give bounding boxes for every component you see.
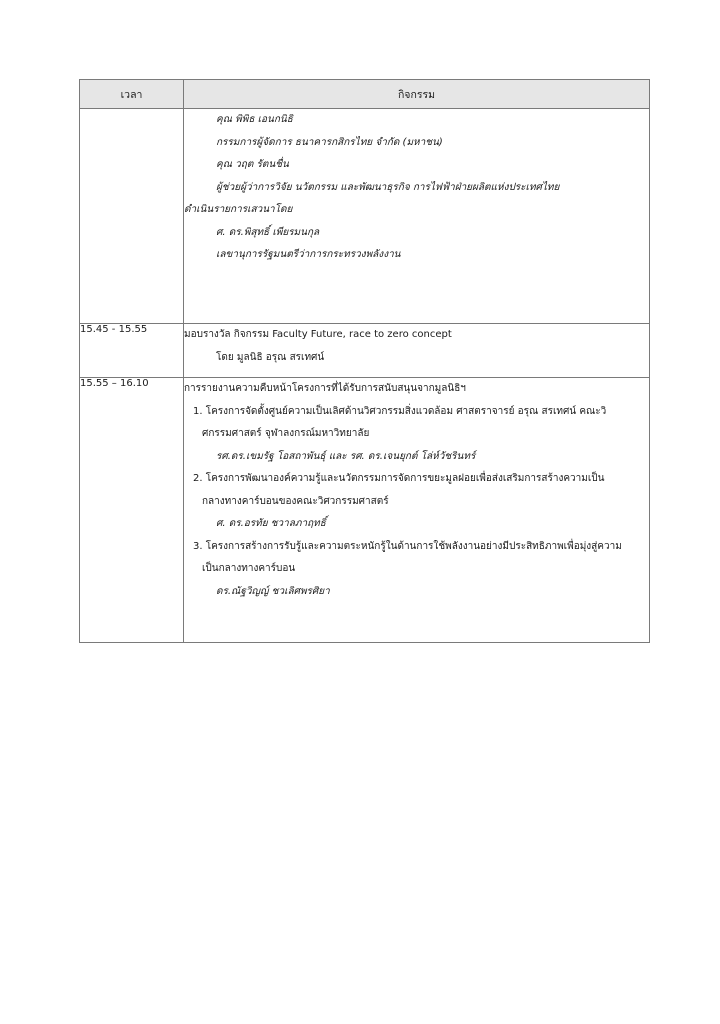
table-row — [80, 324, 650, 378]
project-item: 3. โครงการสร้างการรับรู้และความตระหนักรู้ในด้านการใช้พลังงานอย่างมีประสิทธิภาพเพื่อมุ่งสู่ความ — [193, 540, 622, 552]
project-lead: ดร.ณัฐวิญญ์ ชวเลิศพรศิยา — [216, 585, 330, 597]
activity-cell — [184, 378, 650, 643]
project-item-cont: เป็นกลางทางคาร์บอน — [202, 563, 296, 574]
time-cell: 15.55 – 16.10 — [80, 378, 184, 643]
table-header-row — [80, 80, 650, 109]
table-row — [80, 109, 650, 324]
schedule-table — [79, 79, 650, 643]
speaker-name: คุณ พิพิธ เอนกนิธิ — [216, 114, 293, 125]
speaker-name: คุณ วฤต รัตนชื่น — [216, 159, 289, 170]
table-row — [80, 378, 650, 643]
header-time: เวลา — [80, 80, 184, 109]
moderator-label: ดำเนินรายการเสวนาโดย — [184, 204, 293, 215]
time-cell — [80, 109, 184, 324]
project-item: 1. โครงการจัดตั้งศูนย์ความเป็นเลิศด้านวิศวกรรมสิ่งแวดล้อม ศาสตราจารย์ อรุณ สรเทศน์ คณะวิ — [193, 405, 607, 417]
moderator-title: เลขานุการรัฐมนตรีว่าการกระทรวงพลังงาน — [216, 249, 401, 260]
activity-cell — [184, 109, 650, 324]
activity-line: การรายงานความคืบหน้าโครงการที่ได้รับการสนับสนุนจากมูลนิธิฯ — [184, 383, 466, 394]
activity-line: มอบรางวัล กิจกรรม Faculty Future, race to zero concept — [184, 329, 452, 340]
project-lead: รศ.ดร.เขมรัฐ โอสถาพันธุ์ และ รศ. ดร.เจนยุกต์ โล่ห์วัชรินทร์ — [216, 450, 476, 462]
header-activity: กิจกรรม — [184, 80, 650, 109]
speaker-title: กรรมการผู้จัดการ ธนาคารกสิกรไทย จำกัด (มหาชน) — [216, 136, 443, 148]
speaker-title: ผู้ช่วยผู้ว่าการวิจัย นวัตกรรม และพัฒนาธุรกิจ การไฟฟ้าฝ่ายผลิตแห่งประเทศไทย — [216, 181, 560, 193]
project-item: 2. โครงการพัฒนาองค์ความรู้และนวัตกรรมการจัดการขยะมูลฝอยเพื่อส่งเสริมการสร้างความเป็น — [193, 473, 605, 484]
project-item-cont: ศกรรมศาสตร์ จุฬาลงกรณ์มหาวิทยาลัย — [202, 428, 370, 439]
presenter-line: โดย มูลนิธิ อรุณ สรเทศน์ — [216, 351, 325, 363]
time-cell: 15.45 - 15.55 — [80, 324, 184, 378]
project-item-cont: กลางทางคาร์บอนของคณะวิศวกรรมศาสตร์ — [202, 495, 389, 507]
activity-cell — [184, 324, 650, 378]
project-lead: ศ. ดร.อรทัย ชวาลภาฤทธิ์ — [216, 518, 326, 529]
moderator-name: ศ. ดร.พิสุทธิ์ เพียรมนกุล — [216, 226, 320, 238]
